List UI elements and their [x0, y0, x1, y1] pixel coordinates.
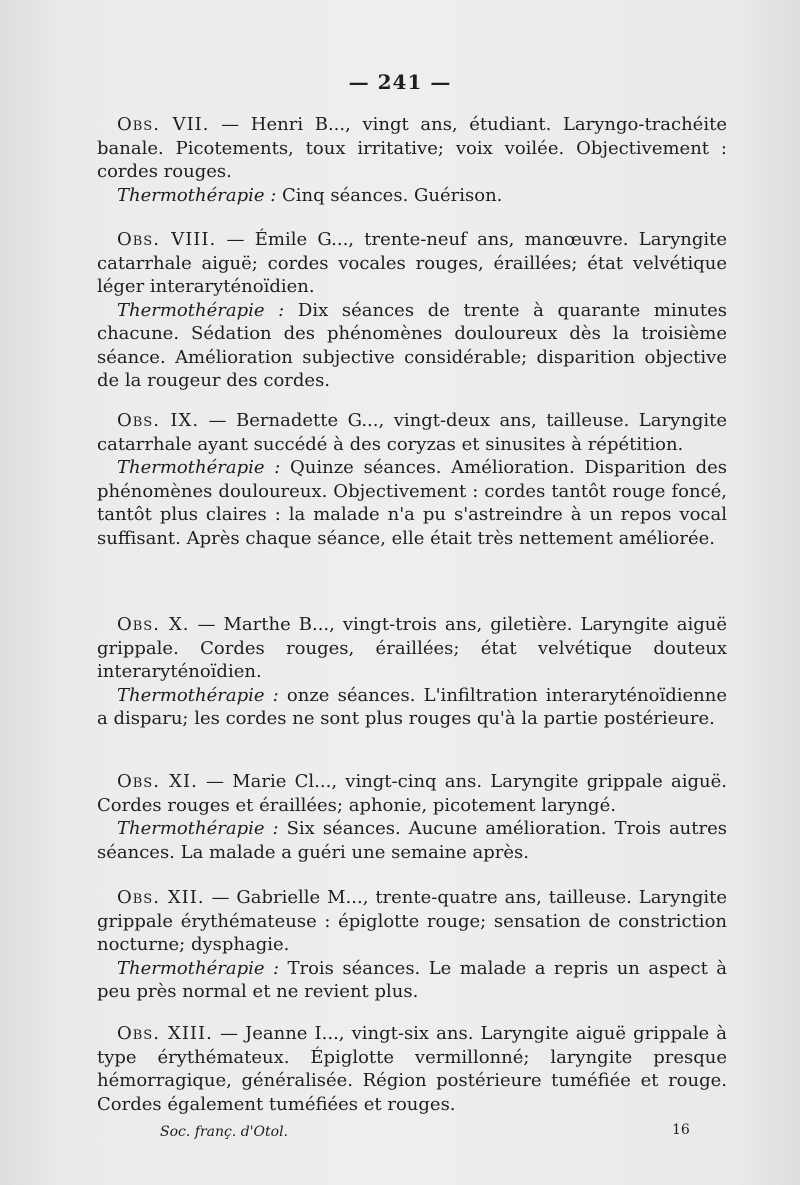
- observation-treatment: Thermothérapie : Trois séances. Le malade a repris un aspect à peu près normal et ne revient plus.: [97, 957, 727, 1002]
- observation-intro: Obs. IX. — Bernadette G..., vingt-deux ans, tailleuse. Laryngite catarrhale ayant succédé à des coryzas et sinusites à répétition.: [97, 410, 727, 455]
- treatment-label: Thermothérapie :: [117, 457, 281, 478]
- observation-intro: Obs. VII. — Henri B..., vingt ans, étudiant. Laryngo-trachéite banale. Picotements, toux irritative; voix voilée. Objectivement : cordes rouges.: [97, 114, 727, 182]
- observation-intro: Obs. XII. — Gabrielle M..., trente-quatre ans, tailleuse. Laryngite grippale érythémateuse : épiglotte rouge; sensation de constriction nocturne; dysphagie.: [97, 887, 727, 955]
- observation-treatment: Thermothérapie : onze séances. L'infiltration interaryténoïdienne a disparu; les cordes ne sont plus rouges qu'à la partie postérieure.: [97, 684, 727, 729]
- treatment-label: Thermothérapie :: [117, 818, 279, 839]
- observation-label: Obs. VII.: [117, 114, 210, 135]
- observation-label: Obs. XI.: [117, 771, 198, 792]
- treatment-label: Thermothérapie :: [117, 184, 277, 206]
- observation-block: [97, 228, 727, 393]
- observation-label: Obs. X.: [117, 614, 190, 635]
- journal-footer: Soc. franç. d'Otol.: [160, 1124, 289, 1140]
- observation-block: [97, 613, 727, 731]
- observation-label: Obs. XIII.: [117, 1023, 213, 1044]
- observation-label: Obs. XII.: [117, 887, 205, 908]
- observation-intro: Obs. XI. — Marie Cl..., vingt-cinq ans. Laryngite grippale aiguë. Cordes rouges et éraillées; aphonie, picotement laryngé.: [97, 771, 727, 816]
- signature-mark: 16: [672, 1122, 690, 1138]
- page-number: — 241 —: [348, 70, 452, 94]
- observation-treatment: Thermothérapie : Cinq séances. Guérison.: [117, 184, 503, 206]
- treatment-label: Thermothérapie :: [117, 684, 279, 706]
- observation-block: [97, 409, 727, 550]
- observation-treatment: Thermothérapie : Dix séances de trente à quarante minutes chacune. Sédation des phénomènes douloureux dès la troisième séance. Amélioration subjective considérable; disparition objective de la rougeur des cordes.: [97, 299, 728, 391]
- observation-treatment: Thermothérapie : Quinze séances. Amélioration. Disparition des phénomènes douloureux. Objectivement : cordes tantôt rouge foncé, tantôt plus claires : la malade n'a pu s'astreindre à un repos vocal suffisant. Après chaque séance, elle était très nettement améliorée.: [97, 457, 727, 549]
- observation-intro: Obs. VIII. — Émile G..., trente-neuf ans, manœuvre. Laryngite catarrhale aiguë; cordes vocales rouges, éraillées; état velvétique léger interaryténoïdien.: [97, 229, 727, 297]
- observation-block: [97, 886, 727, 1004]
- observation-block: [97, 1022, 727, 1116]
- observation-block: [97, 113, 727, 207]
- treatment-label: Thermothérapie :: [117, 957, 280, 979]
- observation-treatment: Thermothérapie : Six séances. Aucune amélioration. Trois autres séances. La malade a guéri une semaine après.: [97, 818, 727, 863]
- observation-label: Obs. IX.: [117, 410, 200, 431]
- observation-label: Obs. VIII.: [117, 229, 217, 250]
- observation-block: [97, 770, 727, 864]
- observation-intro: Obs. X. — Marthe B..., vingt-trois ans, giletière. Laryngite aiguë grippale. Cordes rouges, éraillées; état velvétique douteux interaryténoïdien.: [97, 614, 727, 682]
- observation-intro: Obs. XIII. — Jeanne I..., vingt-six ans. Laryngite aiguë grippale à type érythémateux. Épiglotte vermillonné; laryngite presque hémorragique, généralisée. Région postérieure tuméfiée et rouge. Cordes également tuméfiées et rouges.: [97, 1023, 727, 1115]
- treatment-label: Thermothérapie :: [117, 299, 285, 321]
